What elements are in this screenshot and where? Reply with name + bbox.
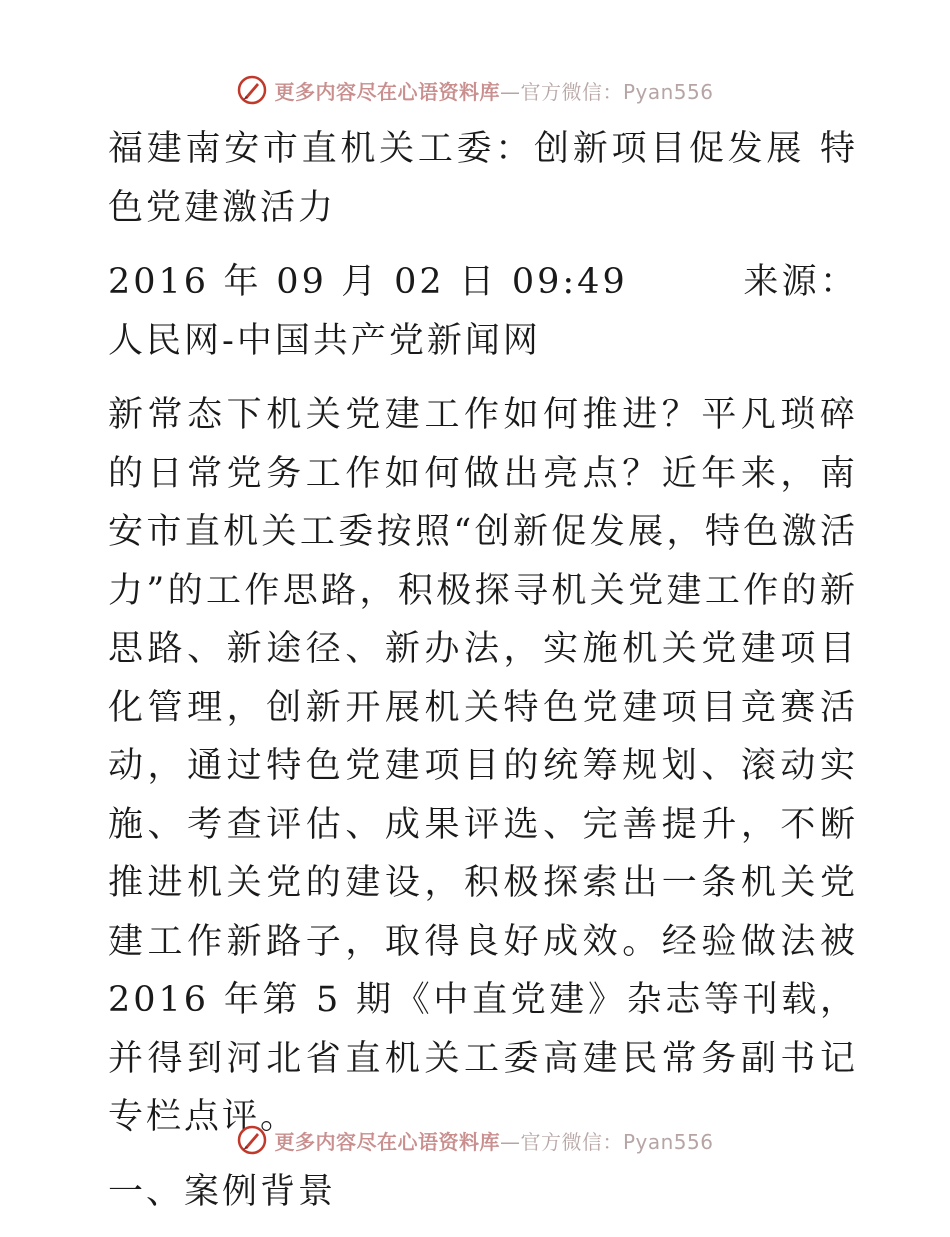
watermark-sub: —官方微信：Pyan556 — [499, 79, 714, 104]
quill-circle-icon — [236, 74, 268, 106]
watermark-main: 更多内容尽在心语资料库 — [274, 1129, 500, 1154]
section-heading: 一、案例背景 — [108, 1171, 337, 1212]
watermark-sub: —官方微信：Pyan556 — [499, 1129, 714, 1154]
watermark-main: 更多内容尽在心语资料库 — [274, 79, 500, 104]
watermark-banner-bottom — [0, 1120, 950, 1160]
watermark-banner-top — [0, 70, 950, 110]
article-title: 福建南安市直机关工委：创新项目促发展 特色党建激活力 — [108, 129, 858, 228]
article-content — [98, 120, 858, 1237]
watermark-text — [274, 76, 713, 105]
article-body: 新常态下机关党建工作如何推进？平凡琐碎的日常党务工作如何做出亮点？近年来，南安市直机关工委按照“创新促发展，特色激活力”的工作思路，积极探寻机关党建工作的新思路、新途径、新办法，实施机关党建项目化管理，创新开展机关特色党建项目竞赛活动，通过特色党建项目的统筹规划、滚动实施、考查评估、成果评选、完善提升，不断推进机关党的建设，积极探索出一条机关党建工作新路子，取得良好成效。经验做法被 2016 年第 5 期《中直党建》杂志等刊载，并得到河北省直机关工委高建民常务副书记专栏点评。 — [108, 395, 858, 1137]
article-meta: 2016 年 09 月 02 日 09:49 来源：人民网-中国共产党新闻网 — [108, 262, 858, 361]
quill-circle-icon — [236, 1124, 268, 1156]
watermark-text — [274, 1126, 713, 1155]
